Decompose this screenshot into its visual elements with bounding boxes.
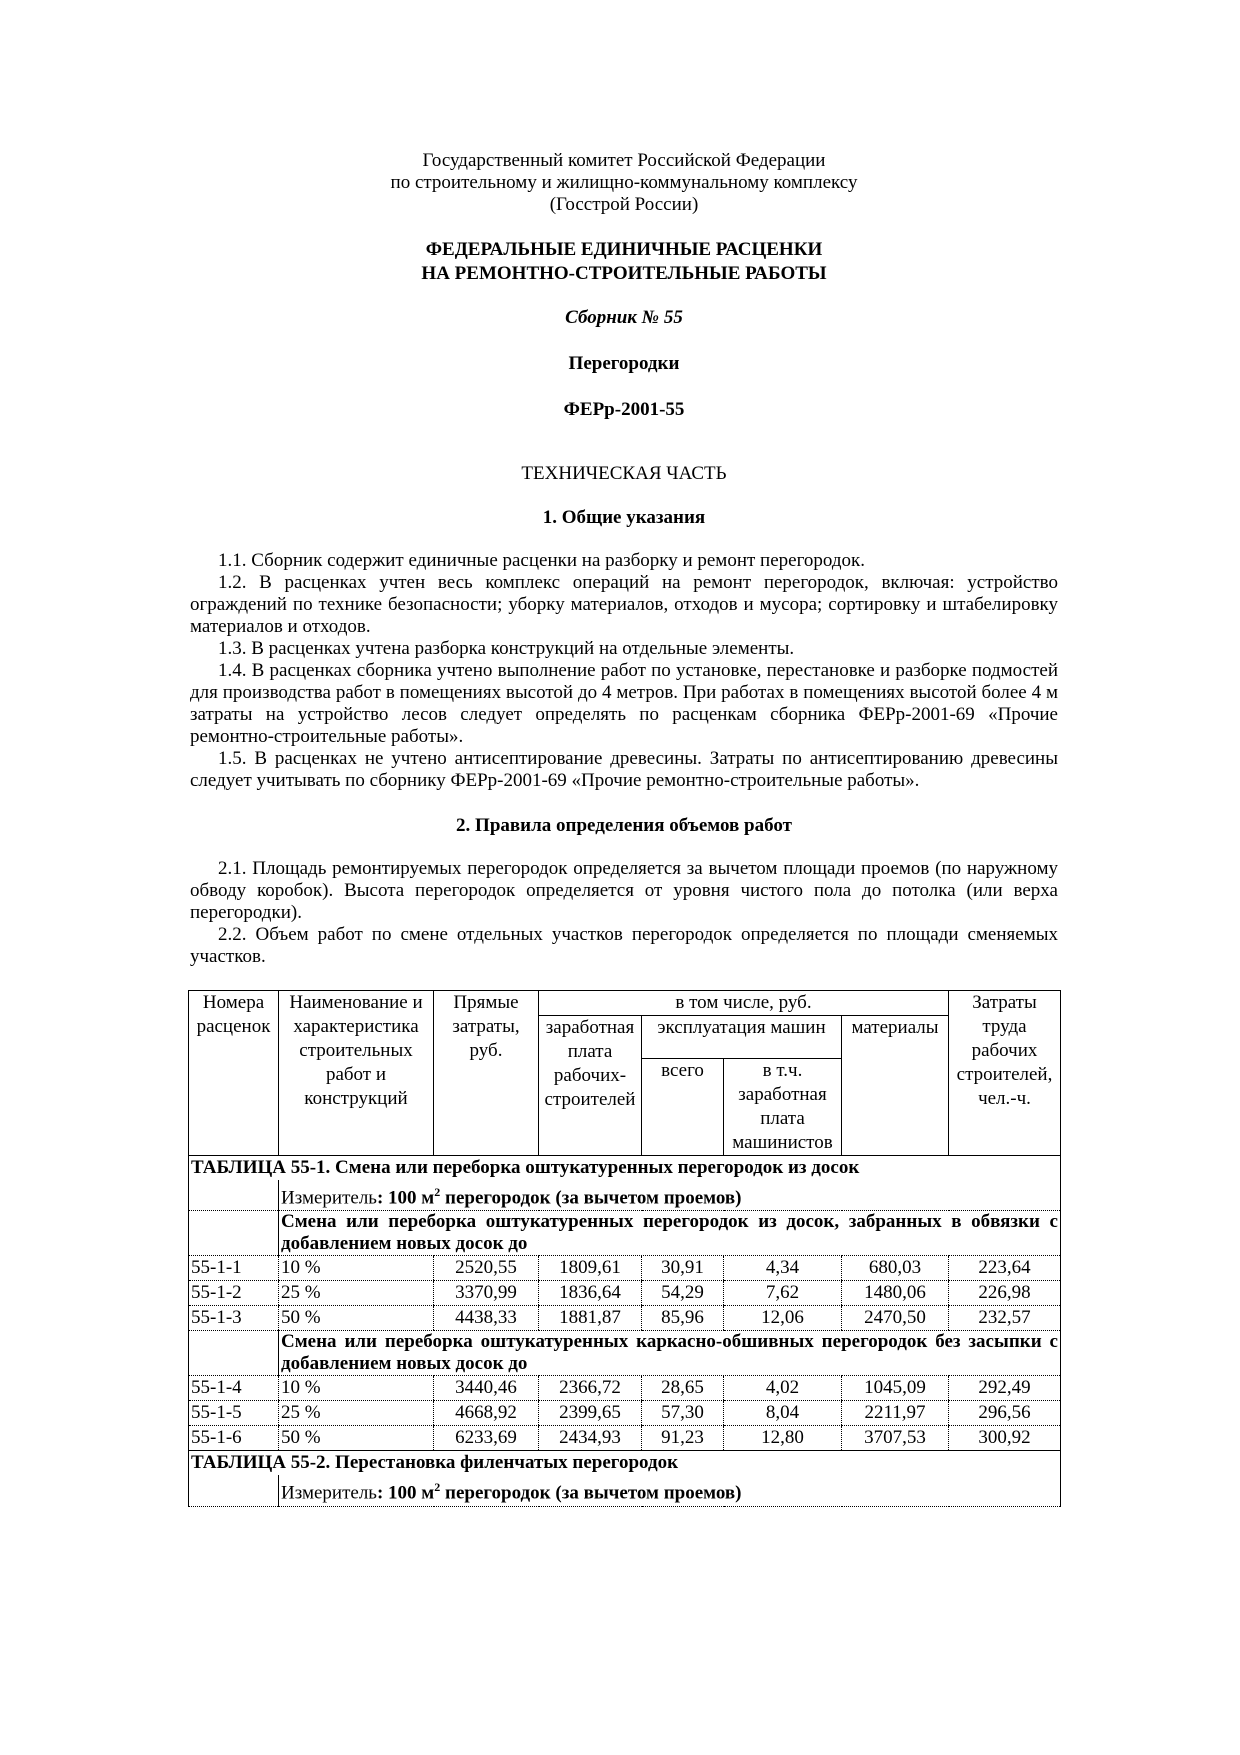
meter-unit: : 100 м [376,1187,435,1209]
row-materials: 2470,50 [842,1306,949,1331]
header-materials: материалы [842,1016,949,1156]
row-direct: 2520,55 [434,1256,539,1281]
issuer-line-2: по строительному и жилищно-коммунальному комплексу [390,172,858,193]
row-wages: 2434,93 [539,1426,642,1451]
document-page [190,150,1058,1507]
issuer-line-3: (Госстрой России) [549,194,699,215]
row-name: 50 % [279,1426,434,1451]
row-machines: 54,29 [642,1281,724,1306]
row-labor: 300,92 [949,1426,1061,1451]
table-row [189,1281,1061,1306]
row-labor: 226,98 [949,1281,1061,1306]
section-2-body [190,858,1058,968]
row-labor: 223,64 [949,1256,1061,1281]
collection-code: ФЕРр-2001-55 [563,399,685,420]
rates-table [188,990,1061,1507]
header-machines-wages: в т.ч. заработная плата машинистов [724,1059,842,1156]
row-name: 50 % [279,1306,434,1331]
meter-rest: перегородок (за вычетом проемов) [440,1482,742,1504]
section-1-body [190,550,1058,792]
header-labor: Затраты труда рабочих строителей, чел.-ч. [949,991,1061,1156]
meter-sup: 2 [434,1480,441,1495]
issuer-header [190,150,1058,216]
collection-number: Сборник № 55 [565,307,683,328]
row-direct: 4668,92 [434,1401,539,1426]
meter-rest: перегородок (за вычетом проемов) [440,1187,742,1209]
row-machine-wages: 12,80 [724,1426,842,1451]
row-materials: 1480,06 [842,1281,949,1306]
row-machines: 30,91 [642,1256,724,1281]
row-name: 25 % [279,1401,434,1426]
row-materials: 2211,97 [842,1401,949,1426]
row-direct: 3440,46 [434,1376,539,1401]
table-row [189,1306,1061,1331]
meter-prefix: Измеритель [281,1482,377,1504]
table-row [189,1426,1061,1451]
header-direct-costs: Прямые затраты, руб. [434,991,539,1156]
row-machines: 91,23 [642,1426,724,1451]
paragraph-2-1: 2.1. Площадь ремонтируемых перегородок определяется за вычетом площади проемов (по наружному обводу коробок). Высота перегородок определяется от уровня чистого пола до потолка (или верха перегородки). [190,858,1058,923]
header-including: в том числе, руб. [539,991,949,1016]
row-code: 55-1-2 [189,1281,279,1306]
table-row [189,1401,1061,1426]
row-code: 55-1-4 [189,1376,279,1401]
meter-prefix: Измеритель [281,1187,377,1209]
title-line-1: ФЕДЕРАЛЬНЫЕ ЕДИНИЧНЫЕ РАСЦЕНКИ [425,239,823,260]
paragraph-1-3: 1.3. В расценках учтена разборка конструкций на отдельные элементы. [218,638,795,659]
row-direct: 4438,33 [434,1306,539,1331]
row-wages: 1836,64 [539,1281,642,1306]
paragraph-1-5: 1.5. В расценках не учтено антисептирование древесины. Затраты по антисептированию древесины следует учитывать по сборнику ФЕРр-2001-69 «Прочие ремонтно-строительные работы». [190,748,1058,791]
row-name: 10 % [279,1256,434,1281]
table-row [189,1256,1061,1281]
meter-unit: : 100 м [376,1482,435,1504]
section-1-heading: 1. Общие указания [542,507,706,528]
section-2-heading: 2. Правила определения объемов работ [456,815,792,836]
row-wages: 2366,72 [539,1376,642,1401]
row-labor: 232,57 [949,1306,1061,1331]
collection-subject: Перегородки [568,353,680,374]
group-1-title: Смена или переборка оштукатуренных перегородок из досок, забранных в обвязки с добавлением новых досок до [279,1211,1061,1256]
paragraph-2-2: 2.2. Объем работ по смене отдельных участков перегородок определяется по площади сменяемых участков. [190,924,1058,967]
row-code: 55-1-1 [189,1256,279,1281]
row-code: 55-1-5 [189,1401,279,1426]
header-name: Наименование и характеристика строительных работ и конструкций [279,991,434,1156]
row-wages: 1809,61 [539,1256,642,1281]
title-line-2: НА РЕМОНТНО-СТРОИТЕЛЬНЫЕ РАБОТЫ [421,263,827,284]
group-2-title: Смена или переборка оштукатуренных каркасно-обшивных перегородок без засыпки с добавлением новых досок до [279,1331,1061,1376]
table-row [189,1376,1061,1401]
row-machine-wages: 7,62 [724,1281,842,1306]
row-machines: 28,65 [642,1376,724,1401]
row-direct: 6233,69 [434,1426,539,1451]
row-direct: 3370,99 [434,1281,539,1306]
document-title [190,238,1058,286]
row-materials: 680,03 [842,1256,949,1281]
header-machines: эксплуатация машин [642,1016,842,1059]
row-name: 10 % [279,1376,434,1401]
table-55-2-title: ТАБЛИЦА 55-2. Перестановка филенчатых перегородок [189,1451,1061,1476]
issuer-line-1: Государственный комитет Российской Федерации [422,150,826,171]
row-labor: 296,56 [949,1401,1061,1426]
row-code: 55-1-3 [189,1306,279,1331]
header-wages: заработная плата рабочих-строителей [539,1016,642,1156]
table-55-1-title: ТАБЛИЦА 55-1. Смена или переборка оштукатуренных перегородок из досок [189,1156,1061,1181]
paragraph-1-4: 1.4. В расценках сборника учтено выполнение работ по установке, перестановке и разборке подмостей для производства работ в помещениях высотой до 4 метров. При работах в помещениях высотой более 4 м затраты на устройство лесов следует определять по расценкам сборника ФЕРр-2001-69 «Прочие ремонтно-строительные работы». [190,660,1058,747]
row-wages: 2399,65 [539,1401,642,1426]
row-code: 55-1-6 [189,1426,279,1451]
row-machine-wages: 4,34 [724,1256,842,1281]
meter-sup: 2 [434,1185,441,1199]
tech-part-heading: ТЕХНИЧЕСКАЯ ЧАСТЬ [521,463,727,484]
row-materials: 3707,53 [842,1426,949,1451]
paragraph-1-1: 1.1. Сборник содержит единичные расценки на разборку и ремонт перегородок. [218,550,866,571]
row-machine-wages: 4,02 [724,1376,842,1401]
table-55-1-meter [279,1180,1061,1211]
row-machine-wages: 8,04 [724,1401,842,1426]
row-machines: 85,96 [642,1306,724,1331]
header-codes: Номера расценок [189,991,279,1156]
row-machine-wages: 12,06 [724,1306,842,1331]
row-name: 25 % [279,1281,434,1306]
paragraph-1-2: 1.2. В расценках учтен весь комплекс операций на ремонт перегородок, включая: устройство ограждений по технике безопасности; уборку материалов, отходов и мусора; сортировку и штабелировку материалов и отходов. [190,572,1058,637]
row-machines: 57,30 [642,1401,724,1426]
row-wages: 1881,87 [539,1306,642,1331]
row-materials: 1045,09 [842,1376,949,1401]
row-labor: 292,49 [949,1376,1061,1401]
table-55-2-meter [279,1475,1061,1506]
header-machines-total: всего [642,1059,724,1156]
